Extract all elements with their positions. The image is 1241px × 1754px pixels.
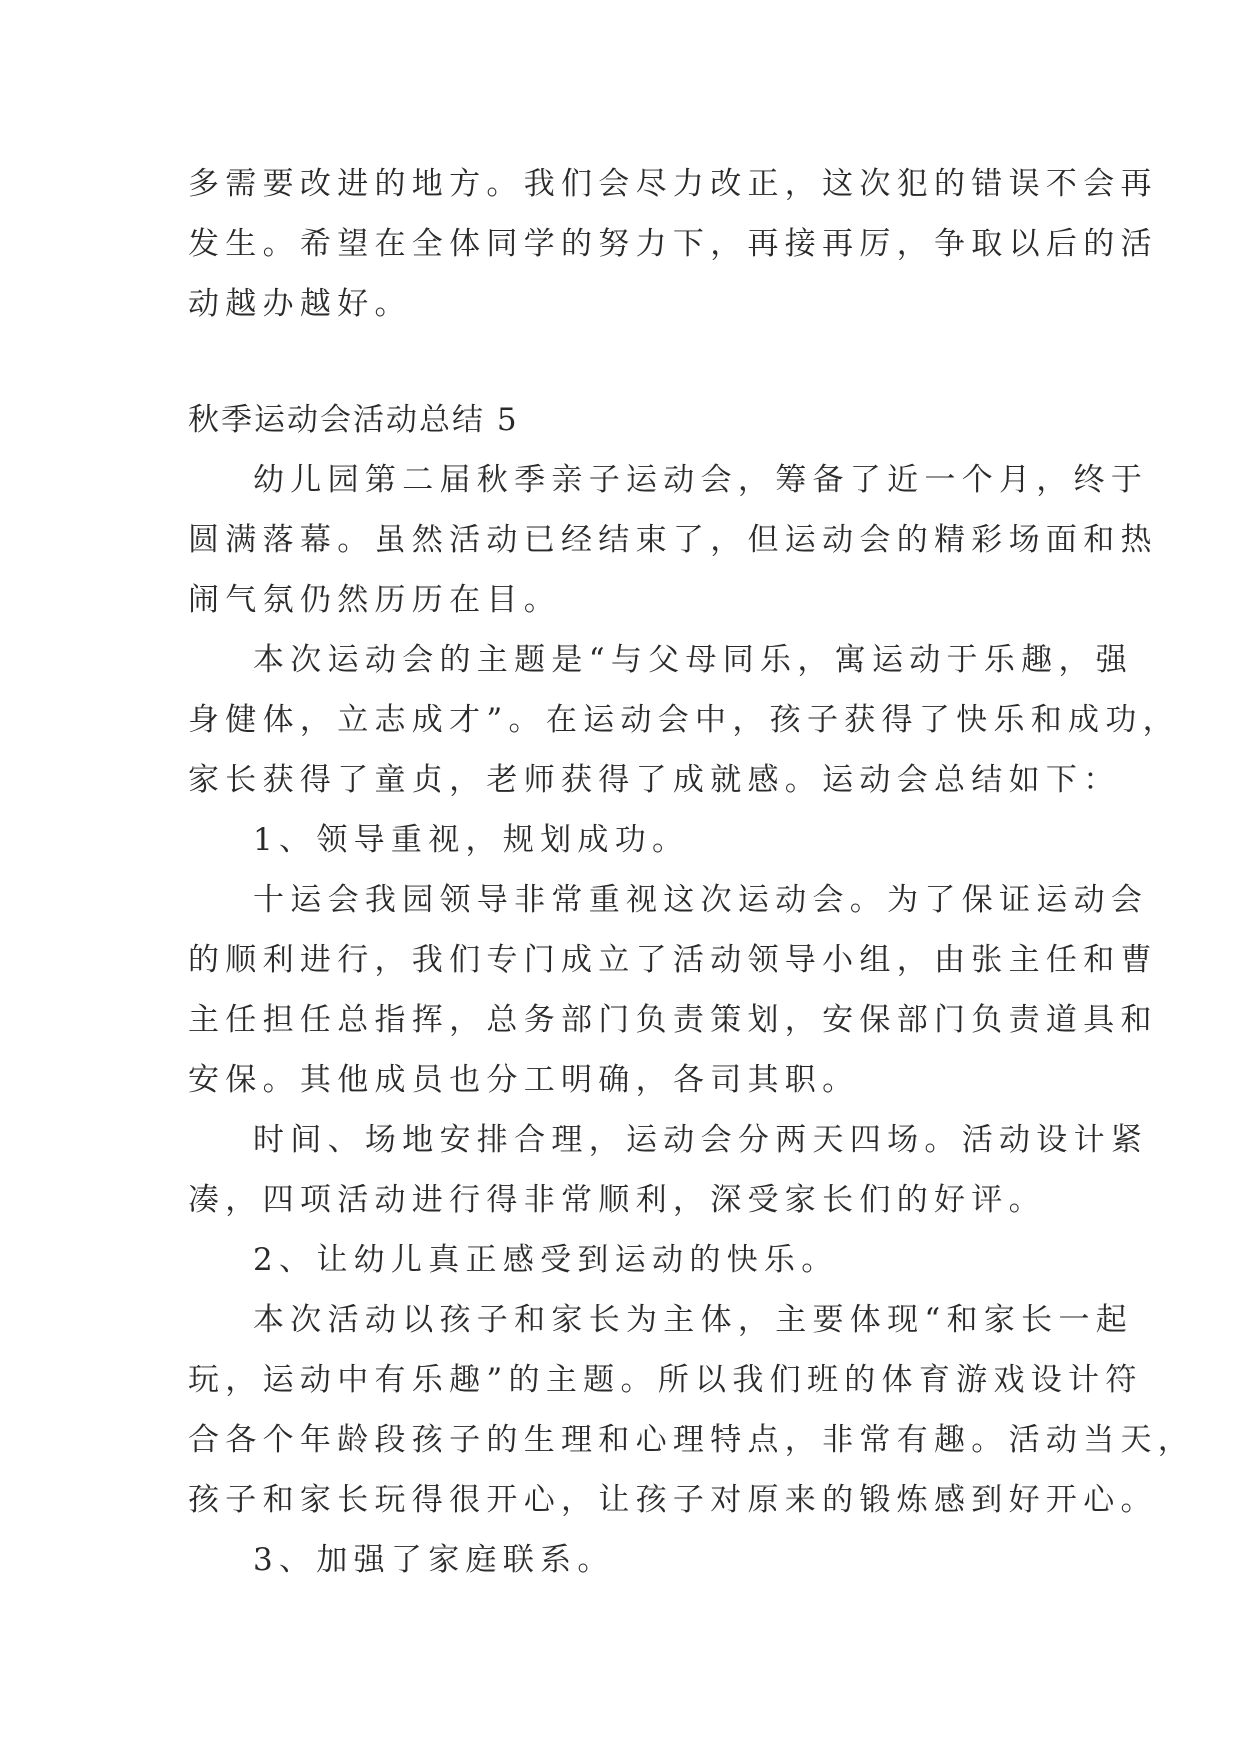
text-line: 身健体，立志成才”。在运动会中，孩子获得了快乐和成功， xyxy=(188,702,1180,738)
text-line: 圆满落幕。虽然活动已经结束了，但运动会的精彩场面和热 xyxy=(188,522,1158,558)
list-heading: 1、领导重视，规划成功。 xyxy=(253,822,690,858)
text-line: 动越办越好。 xyxy=(188,286,412,322)
text-line: 本次运动会的主题是“与父母同乐，寓运动于乐趣，强 xyxy=(253,642,1134,678)
text-line: 合各个年龄段孩子的生理和心理特点，非常有趣。活动当天， xyxy=(188,1422,1196,1458)
text-line: 幼儿园第二届秋季亲子运动会，筹备了近一个月，终于 xyxy=(253,462,1149,498)
text-line: 安保。其他成员也分工明确，各司其职。 xyxy=(188,1062,860,1098)
text-line: 孩子和家长玩得很开心，让孩子对原来的锻炼感到好开心。 xyxy=(188,1482,1158,1518)
text-line: 十运会我园领导非常重视这次运动会。为了保证运动会 xyxy=(253,882,1149,918)
text-line: 时间、场地安排合理，运动会分两天四场。活动设计紧 xyxy=(253,1122,1149,1158)
text-line: 玩，运动中有乐趣”的主题。所以我们班的体育游戏设计符 xyxy=(188,1362,1143,1398)
text-line: 本次活动以孩子和家长为主体，主要体现“和家长一起 xyxy=(253,1302,1134,1338)
text-line: 闹气氛仍然历历在目。 xyxy=(188,582,561,618)
text-line: 主任担任总指挥，总务部门负责策划，安保部门负责道具和 xyxy=(188,1002,1158,1038)
list-heading: 3、加强了家庭联系。 xyxy=(253,1542,615,1578)
text-line: 的顺利进行，我们专门成立了活动领导小组，由张主任和曹 xyxy=(188,942,1158,978)
text-line: 家长获得了童贞，老师获得了成就感。运动会总结如下： xyxy=(188,762,1121,798)
list-heading: 2、让幼儿真正感受到运动的快乐。 xyxy=(253,1242,839,1278)
text-line: 发生。希望在全体同学的努力下，再接再厉，争取以后的活 xyxy=(188,226,1158,262)
section-title: 秋季运动会活动总结 5 xyxy=(188,402,519,438)
text-line: 凑，四项活动进行得非常顺利，深受家长们的好评。 xyxy=(188,1182,1046,1218)
text-line: 多需要改进的地方。我们会尽力改正，这次犯的错误不会再 xyxy=(188,166,1158,202)
